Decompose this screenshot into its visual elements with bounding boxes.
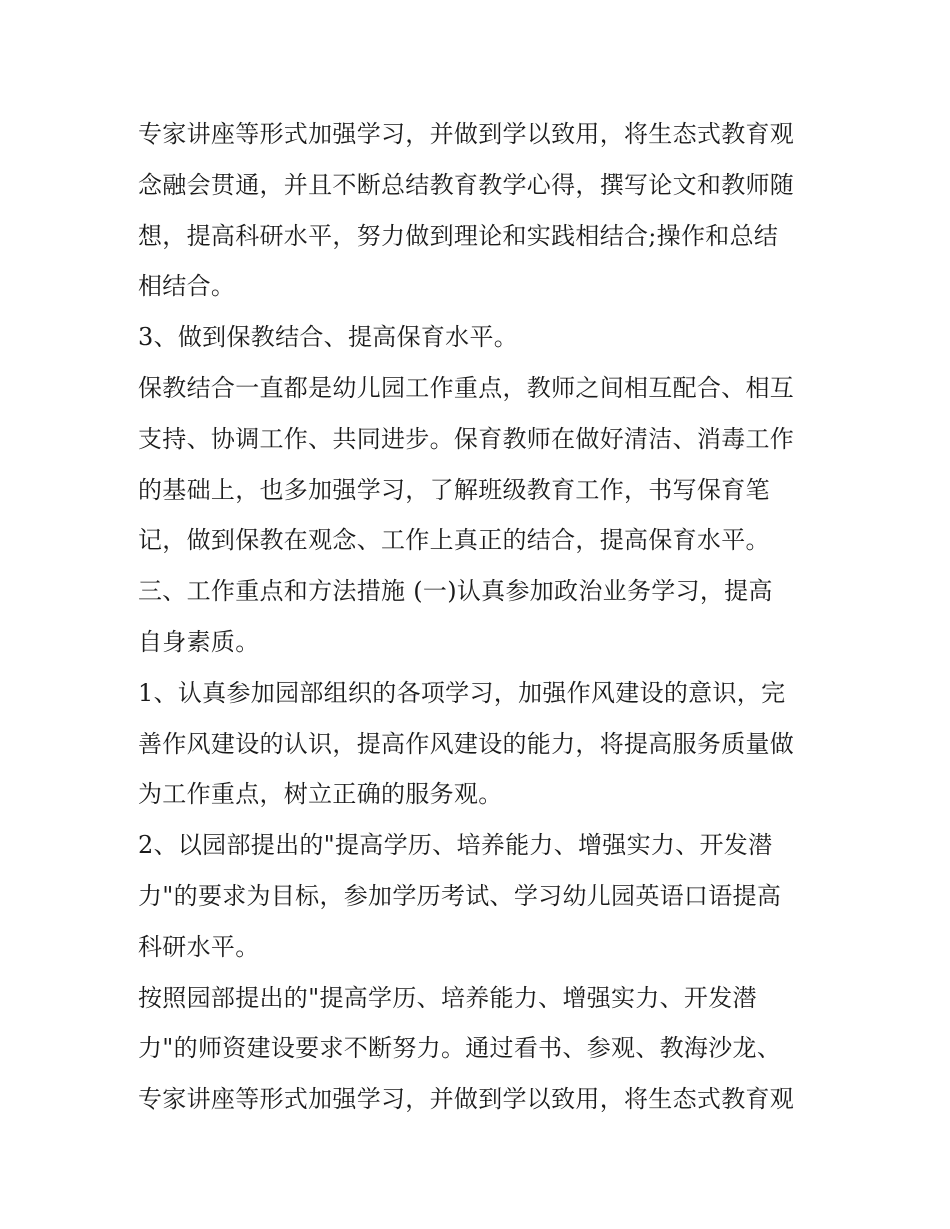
text-line: 支持、协调工作、共同进步。保育教师在做好清洁、消毒工作: [138, 424, 795, 453]
text-line: 相结合。: [138, 272, 236, 301]
text-line: 1、认真参加园部组织的各项学习，加强作风建设的意识，完: [138, 678, 786, 707]
document-body: [138, 109, 838, 1125]
text-line: 善作风建设的认识，提高作风建设的能力，将提高服务质量做: [138, 729, 795, 758]
section-heading: 3、做到保教结合、提高保育水平。: [138, 323, 519, 352]
text-line: 力"的要求为目标，参加学历考试、学习幼儿园英语口语提高: [138, 881, 782, 910]
text-line: 2、以园部提出的"提高学历、培养能力、增强实力、开发潜: [138, 831, 773, 860]
text-line: 记，做到保教在观念、工作上真正的结合，提高保育水平。: [138, 526, 770, 555]
text-line: 按照园部提出的"提高学历、培养能力、增强实力、开发潜: [138, 983, 757, 1012]
section-heading: 三、工作重点和方法措施 (一)认真参加政治业务学习，提高: [138, 577, 773, 606]
text-line: 为工作重点，树立正确的服务观。: [138, 780, 503, 809]
text-line: 的基础上，也多加强学习，了解班级教育工作，书写保育笔: [138, 475, 770, 504]
text-line: 念融会贯通，并且不断总结教育教学心得，撰写论文和教师随: [138, 170, 795, 199]
text-line: 专家讲座等形式加强学习，并做到学以致用，将生态式教育观: [138, 120, 795, 148]
text-line: 自身素质。: [138, 627, 260, 656]
text-line: 保教结合一直都是幼儿园工作重点，教师之间相互配合、相互: [138, 373, 795, 402]
text-line: 力"的师资建设要求不断努力。通过看书、参观、教海沙龙、: [138, 1034, 782, 1063]
text-line: 专家讲座等形式加强学习，并做到学以致用，将生态式教育观: [138, 1085, 795, 1114]
text-line: 想，提高科研水平，努力做到理论和实践相结合;操作和总结: [138, 221, 779, 250]
text-line: 科研水平。: [138, 932, 260, 961]
